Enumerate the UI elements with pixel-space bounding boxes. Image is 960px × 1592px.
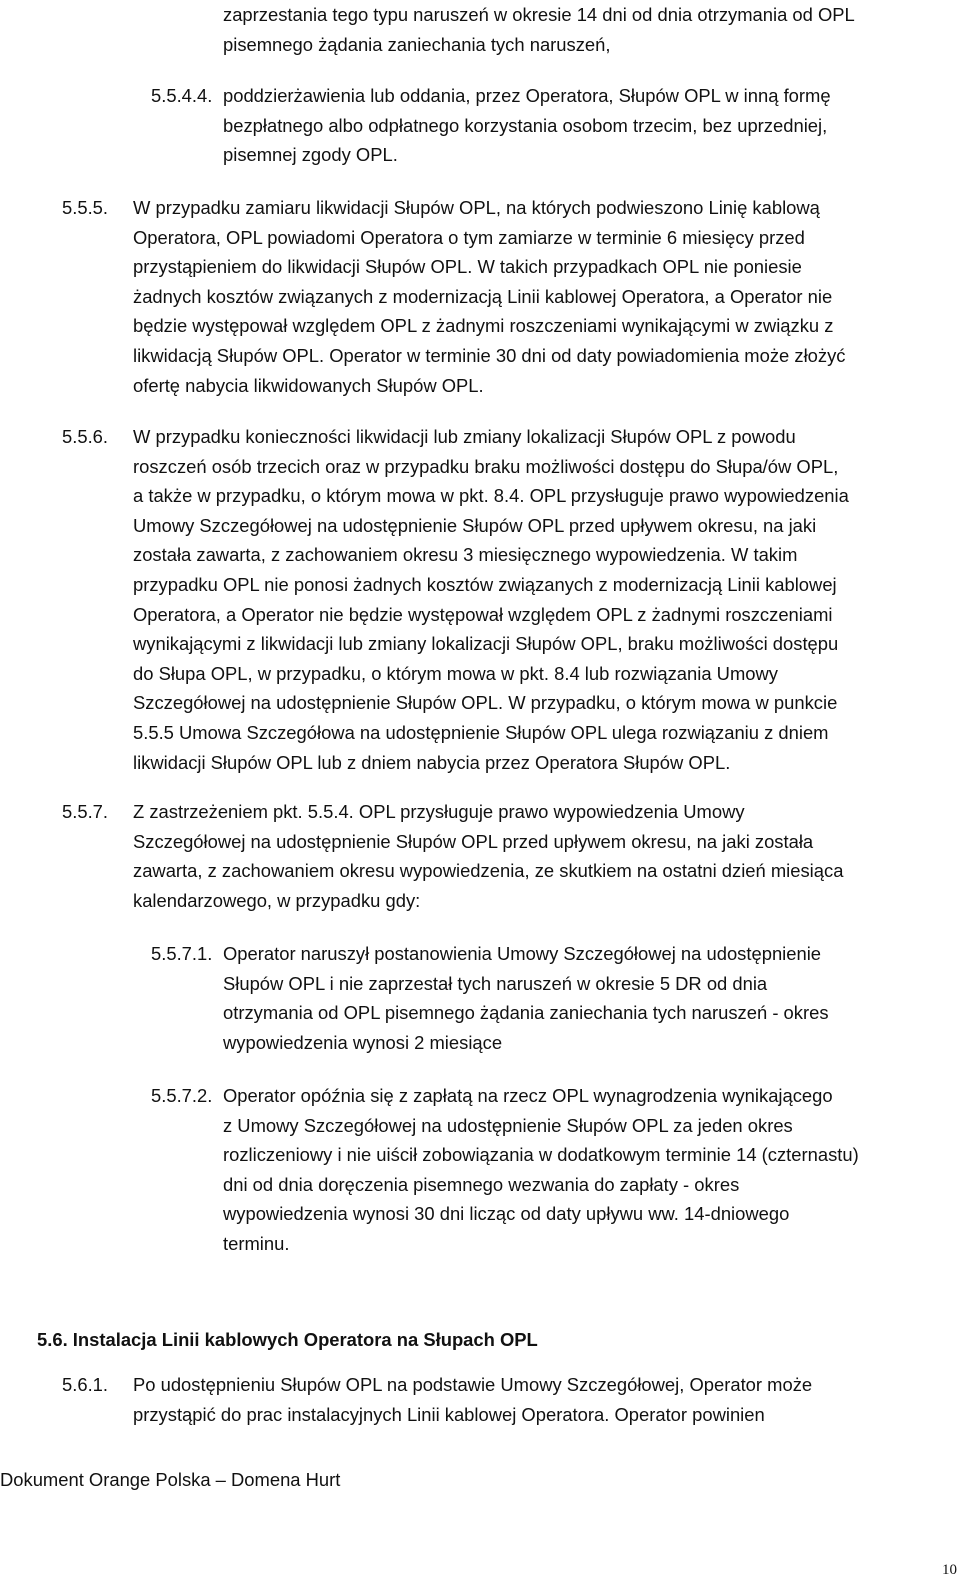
paragraph-5-5-7-2 bbox=[223, 1081, 859, 1259]
text-line: wynikającymi z likwidacji lub zmiany lokalizacji Słupów OPL, braku możliwości dostępu bbox=[133, 633, 839, 655]
clause-number: 5.5.6. bbox=[62, 426, 109, 447]
text-line: zawarta, z zachowaniem okresu wypowiedzenia, ze skutkiem na ostatni dzień miesiąca bbox=[133, 860, 844, 882]
text-line: do Słupa OPL, w przypadku, o którym mowa w pkt. 8.4 lub rozwiązania Umowy bbox=[133, 662, 778, 684]
text-line: W przypadku konieczności likwidacji lub zmiany lokalizacji Słupów OPL z powodu bbox=[133, 426, 796, 447]
text-line: Operator naruszył postanowienia Umowy Szczegółowej na udostępnienie bbox=[223, 943, 822, 964]
text-line: kalendarzowego, w przypadku gdy: bbox=[133, 889, 421, 911]
text-line: 5.5.5 Umowa Szczegółowa na udostępnienie Słupów OPL ulega rozwiązaniu z dniem bbox=[133, 721, 829, 743]
text-line: będzie występował względem OPL z żadnymi roszczeniami wynikającymi w związku z bbox=[133, 315, 834, 337]
text-line: Szczegółowej na udostępnienie Słupów OPL przed upływem okresu, na jaki została bbox=[133, 830, 814, 852]
text-line: z Umowy Szczegółowej na udostępnienie Słupów OPL za jeden okres bbox=[223, 1114, 793, 1136]
text-line: przystąpieniem do likwidacji Słupów OPL. W takich przypadkach OPL nie poniesie bbox=[133, 256, 802, 278]
text-line: ofertę nabycia likwidowanych Słupów OPL. bbox=[133, 374, 484, 396]
clause-number: 5.5.5. bbox=[62, 197, 109, 218]
text-line: pisemnej zgody OPL. bbox=[223, 144, 398, 166]
text-line: Operatora, OPL powiadomi Operatora o tym zamiarze w terminie 6 miesięcy przed bbox=[133, 226, 805, 248]
text-line: roszczeń osób trzecich oraz w przypadku braku możliwości dostępu do Słupa/ów OPL, bbox=[133, 455, 839, 477]
clause-number: 5.5.7.1. bbox=[151, 943, 213, 964]
text-line: likwidacji Słupów OPL lub z dniem nabycia przez Operatora Słupów OPL. bbox=[133, 751, 731, 773]
text-line: przystąpić do prac instalacyjnych Linii kablowej Operatora. Operator powinien bbox=[133, 1403, 765, 1425]
text-line: a także w przypadku, o którym mowa w pkt. 8.4. OPL przysługuje prawo wypowiedzenia bbox=[133, 485, 849, 507]
document-footer: Dokument Orange Polska – Domena Hurt bbox=[0, 1469, 341, 1490]
clause-number: 5.5.7. bbox=[62, 801, 109, 822]
text-line: Słupów OPL i nie zaprzestał tych naruszeń w okresie 5 DR od dnia bbox=[223, 972, 768, 994]
text-line: Operatora, a Operator nie będzie występował względem OPL z żadnymi roszczeniami bbox=[133, 603, 833, 625]
text-line: przypadku OPL nie ponosi żadnych kosztów związanych z modernizacją Linii kablowej bbox=[133, 573, 837, 595]
text-line: wypowiedzenia wynosi 2 miesiące bbox=[223, 1031, 503, 1053]
text-line: wypowiedzenia wynosi 30 dni licząc od daty upływu ww. 14-dniowego bbox=[223, 1203, 790, 1225]
clause-number: 5.5.7.2. bbox=[151, 1085, 213, 1106]
text-line: Z zastrzeżeniem pkt. 5.5.4. OPL przysługuje prawo wypowiedzenia Umowy bbox=[133, 801, 745, 822]
text-line: żadnych kosztów związanych z modernizacją Linii kablowej Operatora, a Operator nie bbox=[133, 285, 833, 307]
clause-number: 5.6.1. bbox=[62, 1374, 109, 1395]
paragraph-5-5-4-4 bbox=[223, 81, 831, 170]
paragraph-5-5-6 bbox=[133, 422, 849, 777]
paragraph-5-5-3-continuation bbox=[223, 0, 855, 59]
text-line: dni od dnia doręczenia pisemnego wezwania do zapłaty - okres bbox=[223, 1173, 740, 1195]
text-line: została zawarta, z zachowaniem okresu 3 miesięcznego wypowiedzenia. W takim bbox=[133, 544, 798, 566]
text-line: rozliczeniowy i nie uiścił zobowiązania w dodatkowym terminie 14 (czternastu) bbox=[223, 1144, 859, 1166]
paragraph-5-5-7 bbox=[133, 797, 843, 915]
section-heading-5-6: 5.6. Instalacja Linii kablowych Operatora na Słupach OPL bbox=[37, 1329, 538, 1350]
text-line: terminu. bbox=[223, 1232, 290, 1254]
text-line: W przypadku zamiaru likwidacji Słupów OPL, na których podwieszono Linię kablową bbox=[133, 197, 820, 218]
text-line: Umowy Szczegółowej na udostępnienie Słupów OPL przed upływem okresu, na jaki bbox=[133, 514, 817, 536]
text-line: poddzierżawienia lub oddania, przez Operatora, Słupów OPL w inną formę bbox=[223, 85, 831, 106]
text-line: bezpłatnego albo odpłatnego korzystania osobom trzecim, bez uprzedniej, bbox=[223, 114, 828, 136]
text-line: otrzymania od OPL pisemnego żądania zaniechania tych naruszeń - okres bbox=[223, 1002, 829, 1024]
text-line: zaprzestania tego typu naruszeń w okresie 14 dni od dnia otrzymania od OPL bbox=[223, 4, 855, 25]
text-line: pisemnego żądania zaniechania tych naruszeń, bbox=[223, 33, 611, 55]
text-line: Operator opóźnia się z zapłatą na rzecz OPL wynagrodzenia wynikającego bbox=[223, 1085, 833, 1106]
paragraph-5-6-1 bbox=[133, 1370, 812, 1429]
paragraph-5-5-7-1 bbox=[223, 939, 829, 1057]
text-line: Po udostępnieniu Słupów OPL na podstawie Umowy Szczegółowej, Operator może bbox=[133, 1374, 813, 1395]
text-line: likwidacją Słupów OPL. Operator w terminie 30 dni od daty powiadomienia może złożyć bbox=[133, 344, 846, 366]
clause-number: 5.5.4.4. bbox=[151, 85, 213, 106]
text-line: Szczegółowej na udostępnienie Słupów OPL. W przypadku, o którym mowa w punkcie bbox=[133, 692, 838, 714]
page-number: 10 bbox=[942, 1562, 957, 1578]
paragraph-5-5-5 bbox=[133, 193, 845, 400]
